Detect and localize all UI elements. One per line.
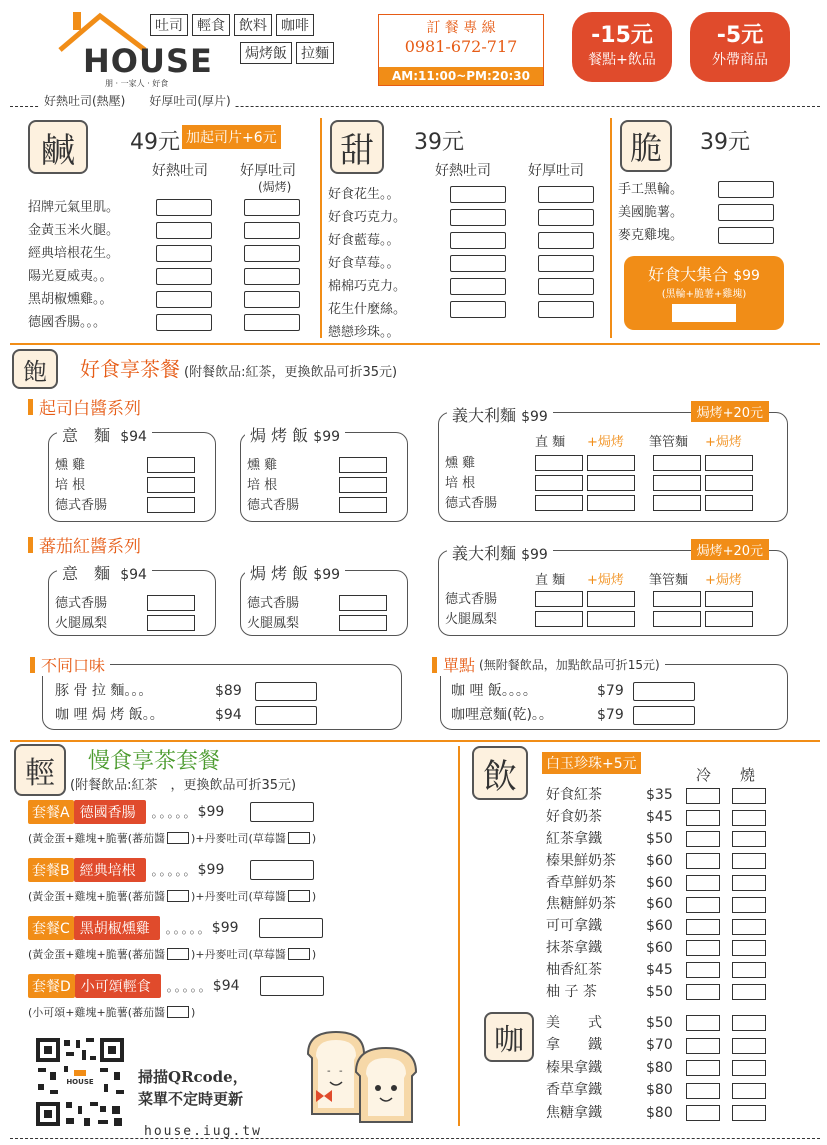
qty-box[interactable] bbox=[244, 291, 300, 308]
list-item: 花生什麼絲。 bbox=[328, 298, 594, 321]
sweet-list bbox=[328, 183, 594, 344]
set-tag: 套餐C bbox=[28, 916, 74, 940]
qty-box[interactable] bbox=[450, 278, 506, 295]
qty-box[interactable] bbox=[147, 595, 195, 611]
bake-addon: 焗烤+20元 bbox=[691, 539, 769, 560]
qty-box[interactable] bbox=[732, 919, 766, 935]
tag: 吐司 bbox=[150, 14, 188, 36]
light-meal-title: 慢食享茶套餐 bbox=[88, 749, 221, 774]
hotline-title: 訂 餐 專 線 bbox=[426, 20, 496, 36]
list-item: 好食藍莓。。 bbox=[328, 229, 594, 252]
qty-box[interactable] bbox=[535, 475, 583, 491]
qty-box[interactable] bbox=[686, 1015, 720, 1031]
qty-box[interactable] bbox=[732, 940, 766, 956]
combo-desc: (黑輪+脆薯+雞塊) bbox=[661, 289, 747, 300]
qty-box[interactable] bbox=[686, 897, 720, 913]
light-sets bbox=[28, 800, 438, 1032]
sweet-price: 39元 bbox=[414, 130, 464, 155]
qty-box[interactable] bbox=[732, 788, 766, 804]
bake-addon: 焗烤+20元 bbox=[691, 401, 769, 422]
list-item: 德國香腸。。。 bbox=[28, 311, 300, 334]
list-item: 麥克雞塊。 bbox=[618, 224, 774, 247]
qty-box[interactable] bbox=[250, 802, 314, 822]
qty-box[interactable] bbox=[732, 1083, 766, 1099]
qty-box[interactable] bbox=[587, 611, 635, 627]
tag: 焗烤飯 bbox=[240, 42, 292, 64]
set-name: 德國香腸 bbox=[74, 800, 146, 824]
qty-box[interactable] bbox=[732, 962, 766, 978]
qty-box[interactable] bbox=[587, 455, 635, 471]
qty-box[interactable] bbox=[156, 314, 212, 331]
salty-icon: 鹹 bbox=[28, 120, 88, 174]
divider bbox=[458, 746, 460, 1126]
business-hours: AM:11:00~PM:20:30 bbox=[379, 67, 543, 85]
website-link[interactable]: house.iug.tw bbox=[144, 1124, 262, 1139]
qty-box[interactable] bbox=[538, 255, 594, 272]
cheese-noodle-frame: 意 麵 $94 燻 雞 培 根 德式香腸 bbox=[48, 432, 216, 522]
list-item: 焦糖鮮奶茶 $60 bbox=[546, 894, 766, 916]
set-name: 小可頌輕食 bbox=[75, 974, 161, 998]
qty-box[interactable] bbox=[538, 186, 594, 203]
qty-box[interactable] bbox=[259, 918, 323, 938]
salty-price: 49元 bbox=[130, 130, 180, 155]
qty-box[interactable] bbox=[732, 810, 766, 826]
qty-box[interactable] bbox=[156, 199, 212, 216]
qty-box[interactable] bbox=[538, 301, 594, 318]
footer-rule bbox=[10, 1138, 820, 1140]
cheese-series-title: 起司白醬系列 bbox=[28, 394, 141, 419]
qty-box[interactable] bbox=[705, 611, 753, 627]
set-price: $94 bbox=[212, 978, 240, 994]
qty-box[interactable] bbox=[718, 204, 774, 221]
qty-box[interactable] bbox=[538, 232, 594, 249]
qty-box[interactable] bbox=[339, 457, 387, 473]
tag: 飲料 bbox=[234, 14, 272, 36]
qty-box[interactable] bbox=[255, 706, 317, 725]
qty-box[interactable] bbox=[339, 595, 387, 611]
tomato-series-title: 蕃茄紅醬系列 bbox=[28, 532, 141, 557]
tomato-noodle-frame: 意 麵 $94 德式香腸 火腿鳳梨 bbox=[48, 570, 216, 636]
sauce-box[interactable] bbox=[288, 948, 310, 960]
list-item: 榛果拿鐵 $80 bbox=[546, 1057, 766, 1080]
col-hot: 燒 bbox=[740, 766, 756, 784]
discount-amount: -5元 bbox=[716, 23, 764, 48]
coffee-list bbox=[546, 1012, 766, 1125]
list-item: 黑胡椒燻雞。。 bbox=[28, 288, 300, 311]
list-item: 好食草莓。。 bbox=[328, 252, 594, 275]
discount-badge bbox=[572, 12, 672, 82]
sauce-box[interactable] bbox=[167, 948, 189, 960]
sauce-box[interactable] bbox=[167, 832, 189, 844]
qty-box[interactable] bbox=[156, 222, 212, 239]
col-header: 好熱吐司 bbox=[435, 163, 491, 179]
set-price: $99 bbox=[197, 804, 225, 820]
qty-box[interactable] bbox=[147, 457, 195, 473]
pasta-tomato-frame: 義大利麵 $99 焗烤+20元 直 麵 +焗烤 筆管麵 +焗烤 德式香腸 火腿鳳梨 bbox=[438, 550, 788, 636]
qty-box[interactable] bbox=[339, 477, 387, 493]
qty-box[interactable] bbox=[686, 962, 720, 978]
qty-box[interactable] bbox=[732, 1060, 766, 1076]
tag: 輕食 bbox=[192, 14, 230, 36]
qty-box[interactable] bbox=[705, 475, 753, 491]
qty-box[interactable] bbox=[587, 475, 635, 491]
qty-box[interactable] bbox=[339, 615, 387, 631]
salty-list bbox=[28, 196, 300, 334]
list-item: 柚香紅茶 $45 bbox=[546, 959, 766, 981]
list-item: 金黃玉米火腿。 bbox=[28, 219, 300, 242]
list-item: 棉棉巧克力。 bbox=[328, 275, 594, 298]
qty-box[interactable] bbox=[705, 455, 753, 471]
qty-box[interactable] bbox=[732, 831, 766, 847]
list-item: 香草鮮奶茶 $60 bbox=[546, 872, 766, 894]
qty-box[interactable] bbox=[686, 853, 720, 869]
discount-label: 外帶商品 bbox=[712, 52, 768, 68]
combo-price: $99 bbox=[733, 268, 760, 284]
qr-logo: HOUSE bbox=[66, 1078, 94, 1086]
qty-box[interactable] bbox=[732, 1015, 766, 1031]
qty-box[interactable] bbox=[653, 475, 701, 491]
qty-box[interactable] bbox=[244, 199, 300, 216]
qty-box[interactable] bbox=[339, 497, 387, 513]
sweet-icon: 甜 bbox=[330, 120, 384, 174]
qty-box[interactable] bbox=[535, 591, 583, 607]
combo-qty-box[interactable] bbox=[672, 304, 736, 322]
col-subheader: (焗烤) bbox=[258, 180, 292, 194]
header-tags bbox=[150, 14, 362, 64]
tea-meal-icon: 飽 bbox=[12, 349, 58, 389]
qty-box[interactable] bbox=[686, 1060, 720, 1076]
qty-box[interactable] bbox=[653, 455, 701, 471]
svg-text:-: - bbox=[339, 1066, 343, 1077]
crispy-list bbox=[618, 178, 774, 247]
qty-box[interactable] bbox=[535, 455, 583, 471]
set-price: $99 bbox=[197, 862, 225, 878]
qty-box[interactable] bbox=[156, 291, 212, 308]
tomato-rice-frame: 焗 烤 飯 $99 德式香腸 火腿鳳梨 bbox=[240, 570, 408, 636]
qty-box[interactable] bbox=[705, 591, 753, 607]
toast-type-line: 好熱吐司(熱壓) 好厚吐司(厚片) bbox=[10, 93, 820, 107]
qty-box[interactable] bbox=[633, 682, 695, 701]
list-item: 招牌元氣里肌。 bbox=[28, 196, 300, 219]
divider bbox=[610, 118, 612, 338]
col-header: 好熱吐司 bbox=[152, 163, 208, 179]
logo-text: HOUSE bbox=[83, 42, 213, 80]
hotline-box bbox=[378, 14, 544, 86]
col-cold: 冷 bbox=[696, 766, 712, 784]
qty-box[interactable] bbox=[732, 1038, 766, 1054]
single-order-frame: 單點 (無附餐飲品，加點飲品可折15元) 咖 哩 飯。。。。 $79 咖哩意麵(乾)。。 $79 bbox=[440, 664, 788, 730]
set-tag: 套餐D bbox=[28, 974, 75, 998]
list-item: 好食奶茶 $45 bbox=[546, 807, 766, 829]
qty-box[interactable] bbox=[686, 788, 720, 804]
combo-name: 好食大集合 bbox=[648, 265, 729, 284]
qty-box[interactable] bbox=[450, 301, 506, 318]
set-price: $99 bbox=[211, 920, 239, 936]
qty-box[interactable] bbox=[732, 897, 766, 913]
set-tag: 套餐A bbox=[28, 800, 74, 824]
qty-box[interactable] bbox=[538, 209, 594, 226]
list-item: 經典培根花生。 bbox=[28, 242, 300, 265]
logo-subtitle: 朋 · 一家人 · 好食 bbox=[105, 79, 169, 88]
qr-code[interactable] bbox=[34, 1036, 126, 1128]
qty-box[interactable] bbox=[686, 940, 720, 956]
qty-box[interactable] bbox=[732, 984, 766, 1000]
tag: 咖啡 bbox=[276, 14, 314, 36]
coffee-icon: 咖 bbox=[484, 1012, 534, 1062]
qty-box[interactable] bbox=[732, 875, 766, 891]
qty-box[interactable] bbox=[686, 1038, 720, 1054]
qty-box[interactable] bbox=[686, 831, 720, 847]
cheese-addon: 加起司片+6元 bbox=[182, 125, 281, 149]
combo-box bbox=[624, 256, 784, 330]
list-item: 手工黑輪。 bbox=[618, 178, 774, 201]
qty-box[interactable] bbox=[686, 875, 720, 891]
qty-box[interactable] bbox=[450, 209, 506, 226]
qty-box[interactable] bbox=[255, 682, 317, 701]
qty-box[interactable] bbox=[732, 853, 766, 869]
crispy-price: 39元 bbox=[700, 130, 750, 155]
qty-box[interactable] bbox=[250, 860, 314, 880]
qty-box[interactable] bbox=[450, 255, 506, 272]
qty-box[interactable] bbox=[653, 495, 701, 511]
qty-box[interactable] bbox=[147, 477, 195, 493]
sauce-box[interactable] bbox=[167, 1006, 189, 1018]
discount-badge bbox=[690, 12, 790, 82]
set-tag: 套餐B bbox=[28, 858, 74, 882]
col-header: 好厚吐司 bbox=[528, 163, 584, 179]
sauce-box[interactable] bbox=[167, 890, 189, 902]
toast-mascot-icon bbox=[294, 1026, 434, 1126]
divider bbox=[10, 343, 820, 345]
list-item: 榛果鮮奶茶 $60 bbox=[546, 850, 766, 872]
qty-box[interactable] bbox=[705, 495, 753, 511]
qty-box[interactable] bbox=[686, 1105, 720, 1121]
col-header: 好厚吐司 bbox=[240, 163, 296, 179]
svg-text:-: - bbox=[327, 1066, 331, 1077]
tea-meal-title: 好食享茶餐 (附餐飲品:紅茶，更換飲品可折35元) bbox=[80, 357, 398, 381]
list-item: 拿 鐵 $70 bbox=[546, 1035, 766, 1058]
other-flavors-frame: 不同口味 豚 骨 拉 麵。。。 $89 咖 哩 焗 烤 飯。。 $94 bbox=[42, 664, 402, 730]
qty-box[interactable] bbox=[686, 1083, 720, 1099]
qty-box[interactable] bbox=[244, 268, 300, 285]
set-item: 套餐D 小可頌輕食 。。。。。 $94 (小可頌+雞塊+脆薯(蕃茄醬 ) bbox=[28, 974, 438, 1032]
qty-box[interactable] bbox=[450, 232, 506, 249]
qty-box[interactable] bbox=[156, 268, 212, 285]
qty-box[interactable] bbox=[244, 245, 300, 262]
qty-box[interactable] bbox=[686, 810, 720, 826]
list-item: 焦糖拿鐵 $80 bbox=[546, 1102, 766, 1125]
qty-box[interactable] bbox=[244, 222, 300, 239]
qty-box[interactable] bbox=[653, 591, 701, 607]
qty-box[interactable] bbox=[260, 976, 324, 996]
list-item: 可可拿鐵 $60 bbox=[546, 916, 766, 938]
qty-box[interactable] bbox=[718, 181, 774, 198]
list-item: 抹茶拿鐵 $60 bbox=[546, 938, 766, 960]
discount-label: 餐點+飲品 bbox=[588, 52, 656, 68]
divider bbox=[320, 118, 322, 338]
qty-box[interactable] bbox=[244, 314, 300, 331]
list-item: 美 式 $50 bbox=[546, 1012, 766, 1035]
tag: 拉麵 bbox=[296, 42, 334, 64]
qty-box[interactable] bbox=[718, 227, 774, 244]
qty-box[interactable] bbox=[653, 611, 701, 627]
drinks-icon: 飲 bbox=[472, 746, 528, 800]
qty-box[interactable] bbox=[450, 186, 506, 203]
list-item: 陽光夏威夷。。 bbox=[28, 265, 300, 288]
qty-box[interactable] bbox=[587, 495, 635, 511]
discount-amount: -15元 bbox=[591, 23, 653, 48]
qty-box[interactable] bbox=[686, 919, 720, 935]
qty-box[interactable] bbox=[156, 245, 212, 262]
qty-box[interactable] bbox=[538, 278, 594, 295]
cheese-rice-frame: 焗 烤 飯 $99 燻 雞 培 根 德式香腸 bbox=[240, 432, 408, 522]
qty-box[interactable] bbox=[686, 984, 720, 1000]
list-item: 香草拿鐵 $80 bbox=[546, 1080, 766, 1103]
light-meal-subtitle: (附餐飲品:紅茶 ，更換飲品可折35元) bbox=[70, 778, 297, 793]
qty-box[interactable] bbox=[535, 495, 583, 511]
qty-box[interactable] bbox=[147, 615, 195, 631]
hotline-phone: 0981-672-717 bbox=[404, 37, 518, 56]
divider bbox=[10, 740, 820, 742]
list-item: 柚 子 茶 $50 bbox=[546, 981, 766, 1003]
qr-scan-text: 掃描QRcode， 菜單不定時更新 bbox=[138, 1068, 248, 1108]
qty-box[interactable] bbox=[633, 706, 695, 725]
pearl-addon: 白玉珍珠+5元 bbox=[542, 752, 641, 774]
qty-box[interactable] bbox=[147, 497, 195, 513]
crispy-icon: 脆 bbox=[620, 120, 672, 172]
list-item: 美國脆薯。 bbox=[618, 201, 774, 224]
sauce-box[interactable] bbox=[288, 832, 310, 844]
sauce-box[interactable] bbox=[288, 890, 310, 902]
list-item: 戀戀珍珠。。 bbox=[328, 325, 400, 340]
set-name: 經典培根 bbox=[74, 858, 146, 882]
list-item: 好食巧克力。 bbox=[328, 206, 594, 229]
pasta-cheese-frame: 義大利麵 $99 焗烤+20元 直 麵 +焗烤 筆管麵 +焗烤 燻 雞 培 根 德式香腸 bbox=[438, 412, 788, 522]
list-item: 好食花生。。 bbox=[328, 183, 594, 206]
set-item: 套餐A 德國香腸 。。。。。 $99 (黃金蛋+雞塊+脆薯(蕃茄醬 )+丹麥吐司(草莓醬 ) bbox=[28, 800, 438, 858]
set-item: 套餐C 黑胡椒燻雞 。。。。。 $99 (黃金蛋+雞塊+脆薯(蕃茄醬 )+丹麥吐司(草莓醬 ) bbox=[28, 916, 438, 974]
qty-box[interactable] bbox=[535, 611, 583, 627]
set-name: 黑胡椒燻雞 bbox=[74, 916, 160, 940]
qty-box[interactable] bbox=[587, 591, 635, 607]
list-item: 紅茶拿鐵 $50 bbox=[546, 829, 766, 851]
set-item: 套餐B 經典培根 。。。。。 $99 (黃金蛋+雞塊+脆薯(蕃茄醬 )+丹麥吐司(草莓醬 ) bbox=[28, 858, 438, 916]
light-meal-icon: 輕 bbox=[14, 744, 66, 796]
drinks-list bbox=[546, 785, 766, 1003]
qty-box[interactable] bbox=[732, 1105, 766, 1121]
list-item: 好食紅茶 $35 bbox=[546, 785, 766, 807]
